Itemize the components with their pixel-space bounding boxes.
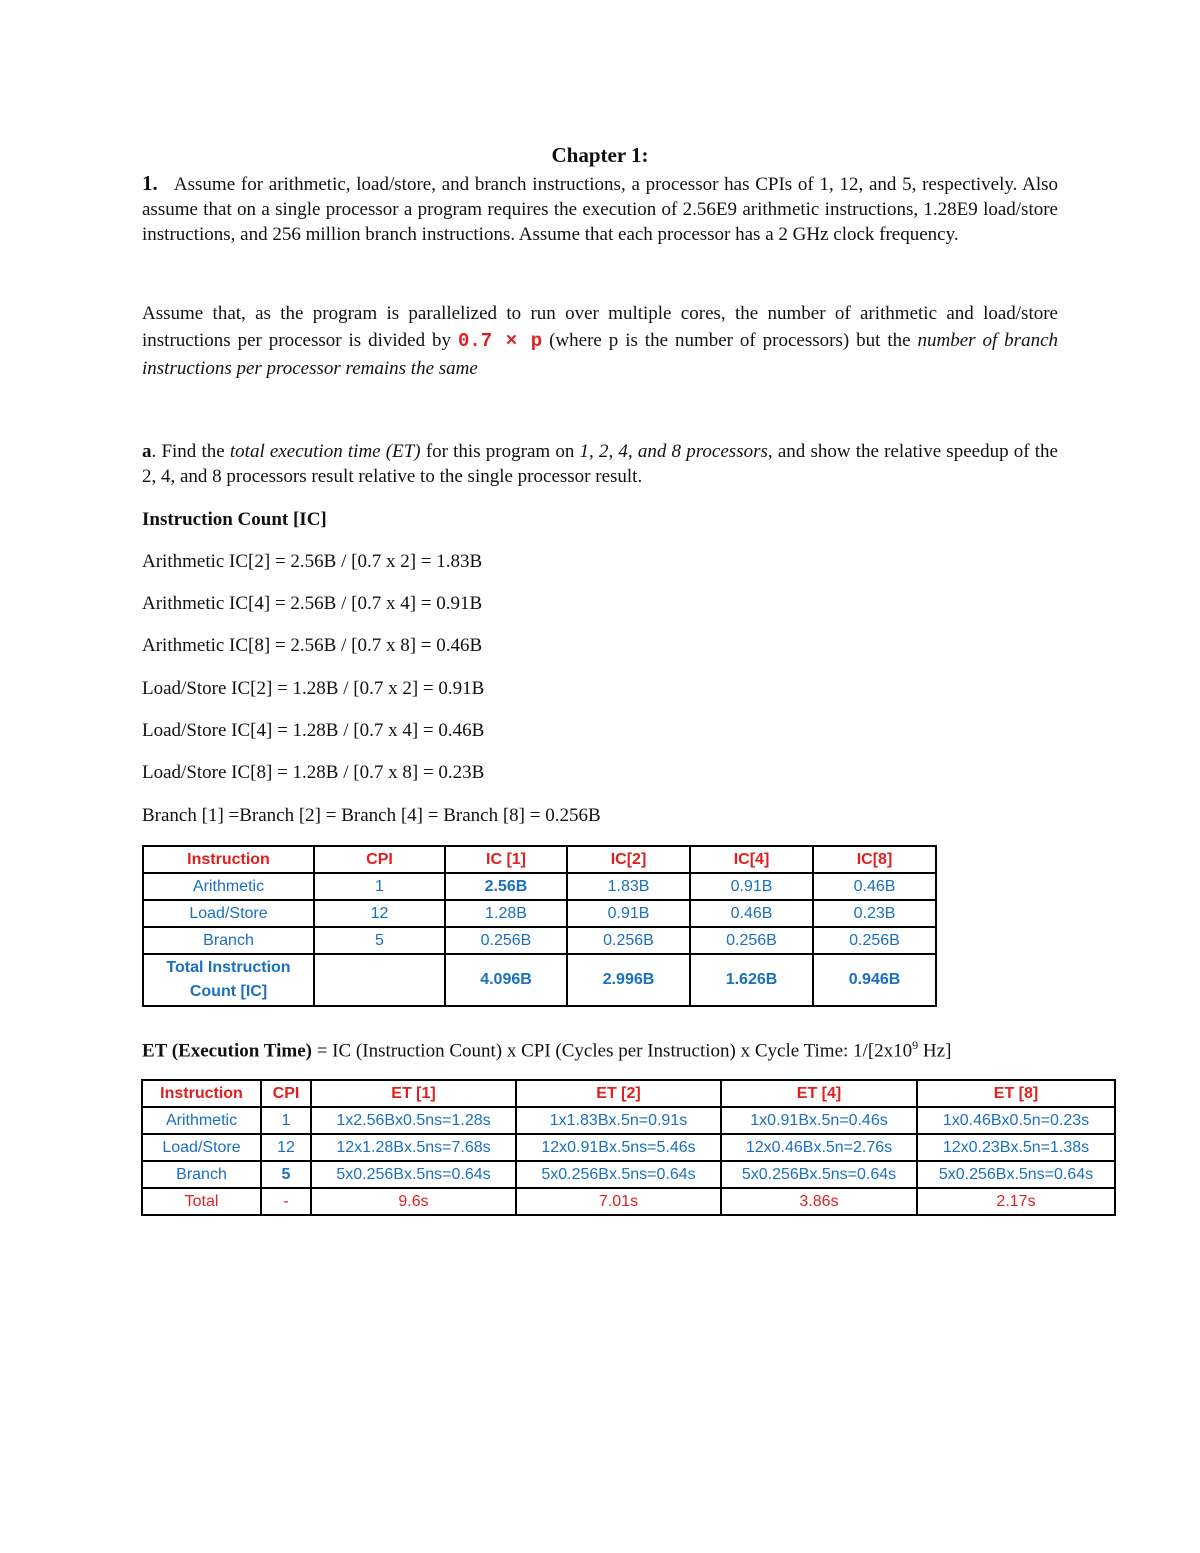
table-cell: -: [261, 1188, 311, 1215]
ic-line: Load/Store IC[4] = 1.28B / [0.7 x 4] = 0.46B: [142, 720, 485, 741]
question-a-paragraph: [142, 439, 1058, 489]
table-cell: 1x1.83Bx.5n=0.91s: [516, 1107, 721, 1134]
question-a-text-3: , and show the relative speedup of the 2, 4, and 8 processors result relative to the single processor result.: [142, 441, 1058, 487]
question-number: 1.: [142, 171, 158, 195]
branch-note: number of branch instructions per processor remains the same: [142, 330, 1058, 379]
et-formula-end: Hz]: [918, 1040, 952, 1062]
table-cell: 12x0.91Bx.5ns=5.46s: [516, 1134, 721, 1161]
table-row: [142, 1134, 1115, 1161]
table-cell: Total Instruction Count [IC]: [143, 954, 314, 1006]
table-cell: 0.46B: [690, 900, 813, 927]
table-cell: Load/Store: [143, 900, 314, 927]
table-cell: 9.6s: [311, 1188, 516, 1215]
table-cell: 12: [314, 900, 445, 927]
table-cell: 3.86s: [721, 1188, 917, 1215]
column-header: IC [1]: [445, 846, 567, 873]
table-cell: 0.256B: [813, 927, 936, 954]
column-header: ET [4]: [721, 1080, 917, 1107]
page-title: Chapter 1:: [551, 143, 649, 167]
et-formula: [142, 1038, 951, 1062]
column-header: CPI: [261, 1080, 311, 1107]
table-row: [142, 1107, 1115, 1134]
parallelization-text-2: (where p is the number of processors) but the: [542, 330, 918, 351]
question-a-italic-2: 1, 2, 4, and 8 processors: [579, 441, 768, 462]
table-cell: 5x0.256Bx.5ns=0.64s: [311, 1161, 516, 1188]
table-cell: 5x0.256Bx.5ns=0.64s: [917, 1161, 1115, 1188]
table-cell: 0.256B: [445, 927, 567, 954]
et-formula-label: ET (Execution Time): [142, 1040, 312, 1062]
table-cell: 0.91B: [567, 900, 690, 927]
table-cell: 12x0.46Bx.5n=2.76s: [721, 1134, 917, 1161]
question-1-paragraph: [142, 171, 1058, 247]
table-cell: 1.626B: [690, 954, 813, 1006]
table-row: [143, 873, 936, 900]
ic-line: Load/Store IC[2] = 1.28B / [0.7 x 2] = 0.91B: [142, 678, 485, 699]
et-formula-exponent: 9: [912, 1038, 919, 1052]
column-header: ET [2]: [516, 1080, 721, 1107]
table-cell: Branch: [143, 927, 314, 954]
table-cell: 12x0.23Bx.5n=1.38s: [917, 1134, 1115, 1161]
table-cell: 5: [261, 1161, 311, 1188]
table-cell: 5x0.256Bx.5ns=0.64s: [721, 1161, 917, 1188]
question-a-text: . Find the: [151, 441, 230, 462]
table-cell: 1x0.46Bx0.5n=0.23s: [917, 1107, 1115, 1134]
ic-line: Arithmetic IC[8] = 2.56B / [0.7 x 8] = 0.46B: [142, 635, 483, 656]
ic-line: Arithmetic IC[2] = 2.56B / [0.7 x 2] = 1.83B: [142, 551, 483, 572]
table-cell: Total: [142, 1188, 261, 1215]
question-a-label: a: [142, 441, 152, 462]
question-a-italic-1: total execution time (ET): [229, 441, 421, 462]
table-cell: 0.256B: [690, 927, 813, 954]
table-cell: 7.01s: [516, 1188, 721, 1215]
column-header: ET [8]: [917, 1080, 1115, 1107]
table-cell: Load/Store: [142, 1134, 261, 1161]
table-cell: 1: [314, 873, 445, 900]
table-cell: 12: [261, 1134, 311, 1161]
table-cell: 2.56B: [445, 873, 567, 900]
ic-line: Branch [1] =Branch [2] = Branch [4] = Branch [8] = 0.256B: [142, 805, 601, 826]
table-cell: 1: [261, 1107, 311, 1134]
table-header-row: [143, 846, 936, 873]
table-cell: 0.256B: [567, 927, 690, 954]
table-cell: 4.096B: [445, 954, 567, 1006]
table-cell: 5x0.256Bx.5ns=0.64s: [516, 1161, 721, 1188]
table-cell: 1x2.56Bx0.5ns=1.28s: [311, 1107, 516, 1134]
ic-line: Load/Store IC[8] = 1.28B / [0.7 x 8] = 0.23B: [142, 762, 485, 783]
table-cell: 1.28B: [445, 900, 567, 927]
question-1-text: Assume for arithmetic, load/store, and branch instructions, a processor has CPIs of 1, 12, and 5, respectively. Also assume that on a single processor a program requires the execution of 2.56E9 arithmetic instructions, 1.28E9 load/store instructions, and 256 million branch instructions. Assume that each processor has a 2 GHz clock frequency.: [142, 174, 1058, 245]
table-header-row: [142, 1080, 1115, 1107]
table-cell: Branch: [142, 1161, 261, 1188]
parallelization-text: Assume that, as the program is parallelized to run over multiple cores, the number of arithmetic and load/store instructions per processor is divided by: [142, 303, 1058, 351]
column-header: CPI: [314, 846, 445, 873]
ic-line: Arithmetic IC[4] = 2.56B / [0.7 x 4] = 0.91B: [142, 593, 483, 614]
table-cell: 0.91B: [690, 873, 813, 900]
table-cell: 2.17s: [917, 1188, 1115, 1215]
table-cell: 0.46B: [813, 873, 936, 900]
table-cell: 1x0.91Bx.5n=0.46s: [721, 1107, 917, 1134]
table-cell: 1.83B: [567, 873, 690, 900]
column-header: Instruction: [142, 1080, 261, 1107]
et-formula-text: = IC (Instruction Count) x CPI (Cycles per Instruction) x Cycle Time: 1/[2x10: [311, 1040, 913, 1062]
table-row: [143, 927, 936, 954]
table-cell: 12x1.28Bx.5ns=7.68s: [311, 1134, 516, 1161]
execution-time-table: [141, 1079, 1116, 1216]
column-header: IC[8]: [813, 846, 936, 873]
question-a-text-2: for this program on: [420, 441, 580, 462]
table-cell: 0.946B: [813, 954, 936, 1006]
table-cell: Arithmetic: [142, 1107, 261, 1134]
table-cell: [314, 954, 445, 1006]
table-cell: Arithmetic: [143, 873, 314, 900]
table-total-row: [143, 954, 936, 1006]
table-cell: 5: [314, 927, 445, 954]
parallelization-paragraph: [142, 300, 1058, 382]
table-cell: 0.23B: [813, 900, 936, 927]
ic-heading: Instruction Count [IC]: [142, 509, 327, 530]
column-header: IC[2]: [567, 846, 690, 873]
instruction-count-table: [142, 845, 937, 1007]
column-header: Instruction: [143, 846, 314, 873]
divisor-formula: 0.7 × p: [457, 330, 543, 352]
column-header: ET [1]: [311, 1080, 516, 1107]
table-row: [142, 1161, 1115, 1188]
table-row: [143, 900, 936, 927]
column-header: IC[4]: [690, 846, 813, 873]
table-total-row: [142, 1188, 1115, 1215]
table-cell: 2.996B: [567, 954, 690, 1006]
